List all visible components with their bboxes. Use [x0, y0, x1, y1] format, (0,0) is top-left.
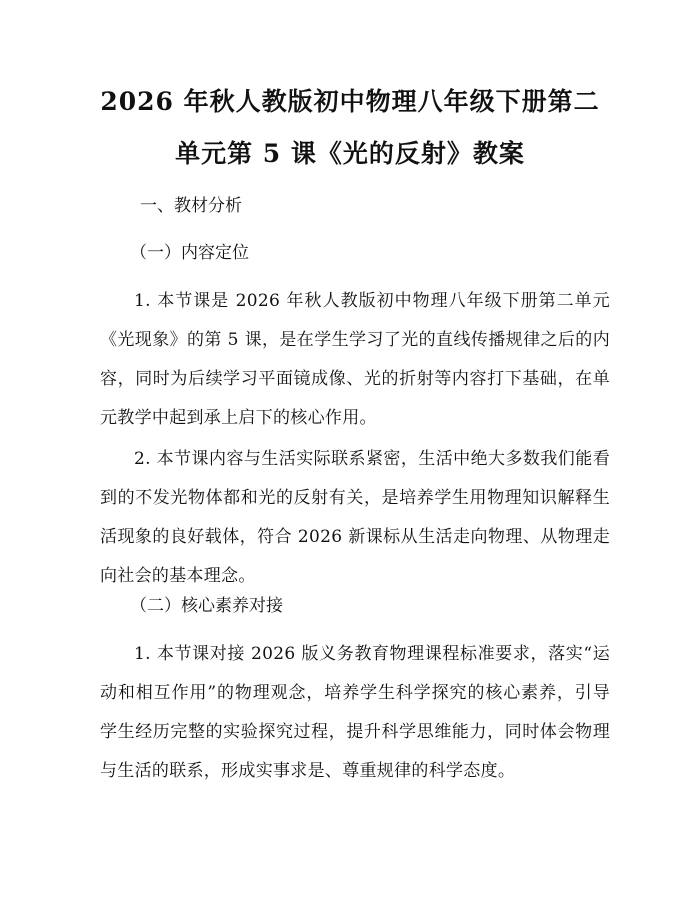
section-heading: 一、教材分析	[140, 196, 242, 216]
paragraph-content-2: 2. 本节课内容与生活实际联系紧密，生活中绝大多数我们能看到的不发光物体都和光的反射有关，是培养学生用物理知识解释生活现象的良好载体，符合 2026 新课标从生活走向物理、从物理走向社会的基本理念。	[100, 449, 610, 586]
paragraph-content-1: 1. 本节课是 2026 年秋人教版初中物理八年级下册第二单元《光现象》的第 5 课，是在学生学习了光的直线传播规律之后的内容，同时为后续学习平面镜成像、光的折射等内容打下基础，在单元教学中起到承上启下的核心作用。	[100, 291, 610, 428]
subsection-heading-core-literacy: （二）核心素养对接	[130, 596, 283, 616]
paragraph-literacy-1: 1. 本节课对接 2026 版义务教育物理课程标准要求，落实“运动和相互作用”的物理观念，培养学生科学探究的核心素养，引导学生经历完整的实验探究过程，提升科学思维能力，同时体会物理与生活的联系，形成实事求是、尊重规律的科学态度。	[100, 644, 610, 781]
subsection-heading-content-positioning: （一）内容定位	[130, 243, 249, 263]
document-title: 2026 年秋人教版初中物理八年级下册第二单元第 5 课《光的反射》教案	[100, 87, 600, 168]
